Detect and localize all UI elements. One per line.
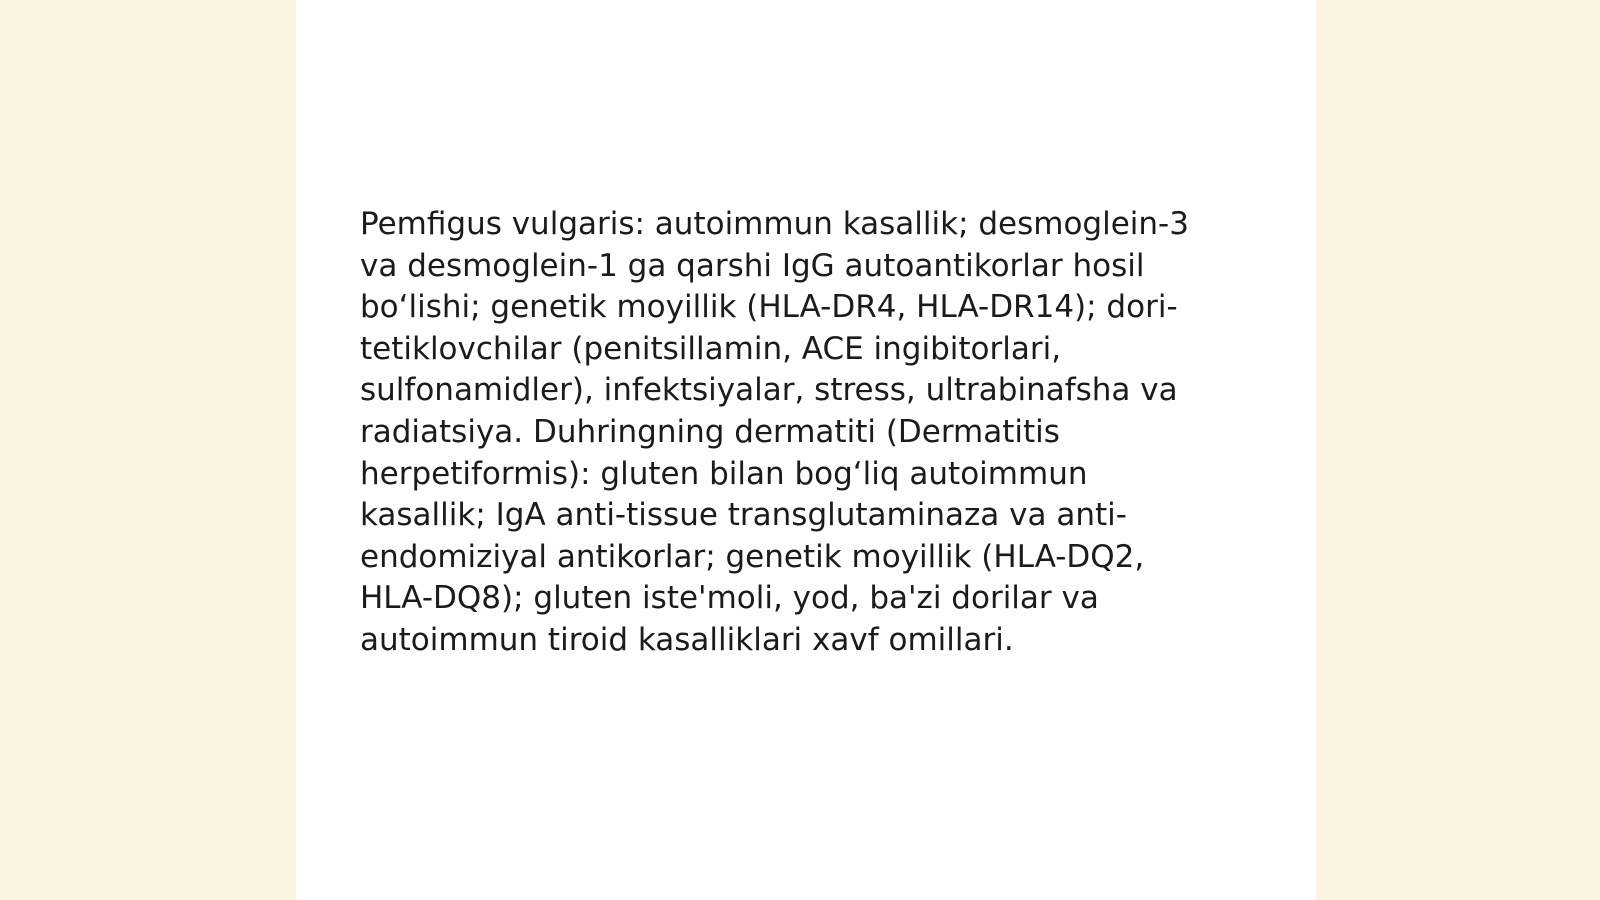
slide <box>296 0 1316 900</box>
text-line: tetiklovchilar (penitsillamin, ACE ingibitorlari, <box>360 330 1062 367</box>
text-line: va desmoglein-1 ga qarshi IgG autoantikorlar hosil <box>360 247 1145 284</box>
text-line: sulfonamidler), infektsiyalar, stress, ultrabinafsha va <box>360 372 1178 409</box>
text-line: HLA-DQ8); gluten iste'moli, yod, ba'zi dorilar va <box>360 580 1099 617</box>
text-line: Pemfigus vulgaris: autoimmun kasallik; desmoglein-3 <box>360 206 1189 242</box>
text-line: radiatsiya. Duhringning dermatiti (Dermatitis <box>360 413 1060 450</box>
text-line: bo‘lishi; genetik moyillik (HLA-DR4, HLA-DR14); dori- <box>360 289 1178 326</box>
text-line: kasallik; IgA anti-tissue transglutaminaza va anti- <box>360 497 1127 534</box>
text-line: herpetiformis): gluten bilan bog‘liq autoimmun <box>360 455 1088 492</box>
text-line: autoimmun tiroid kasalliklari xavf omillari. <box>360 621 1014 658</box>
background-right-panel <box>1316 0 1600 900</box>
text-line: endomiziyal antikorlar; genetik moyillik (HLA-DQ2, <box>360 538 1145 575</box>
background-left-panel <box>0 0 296 900</box>
slide-body-text <box>360 204 1240 662</box>
